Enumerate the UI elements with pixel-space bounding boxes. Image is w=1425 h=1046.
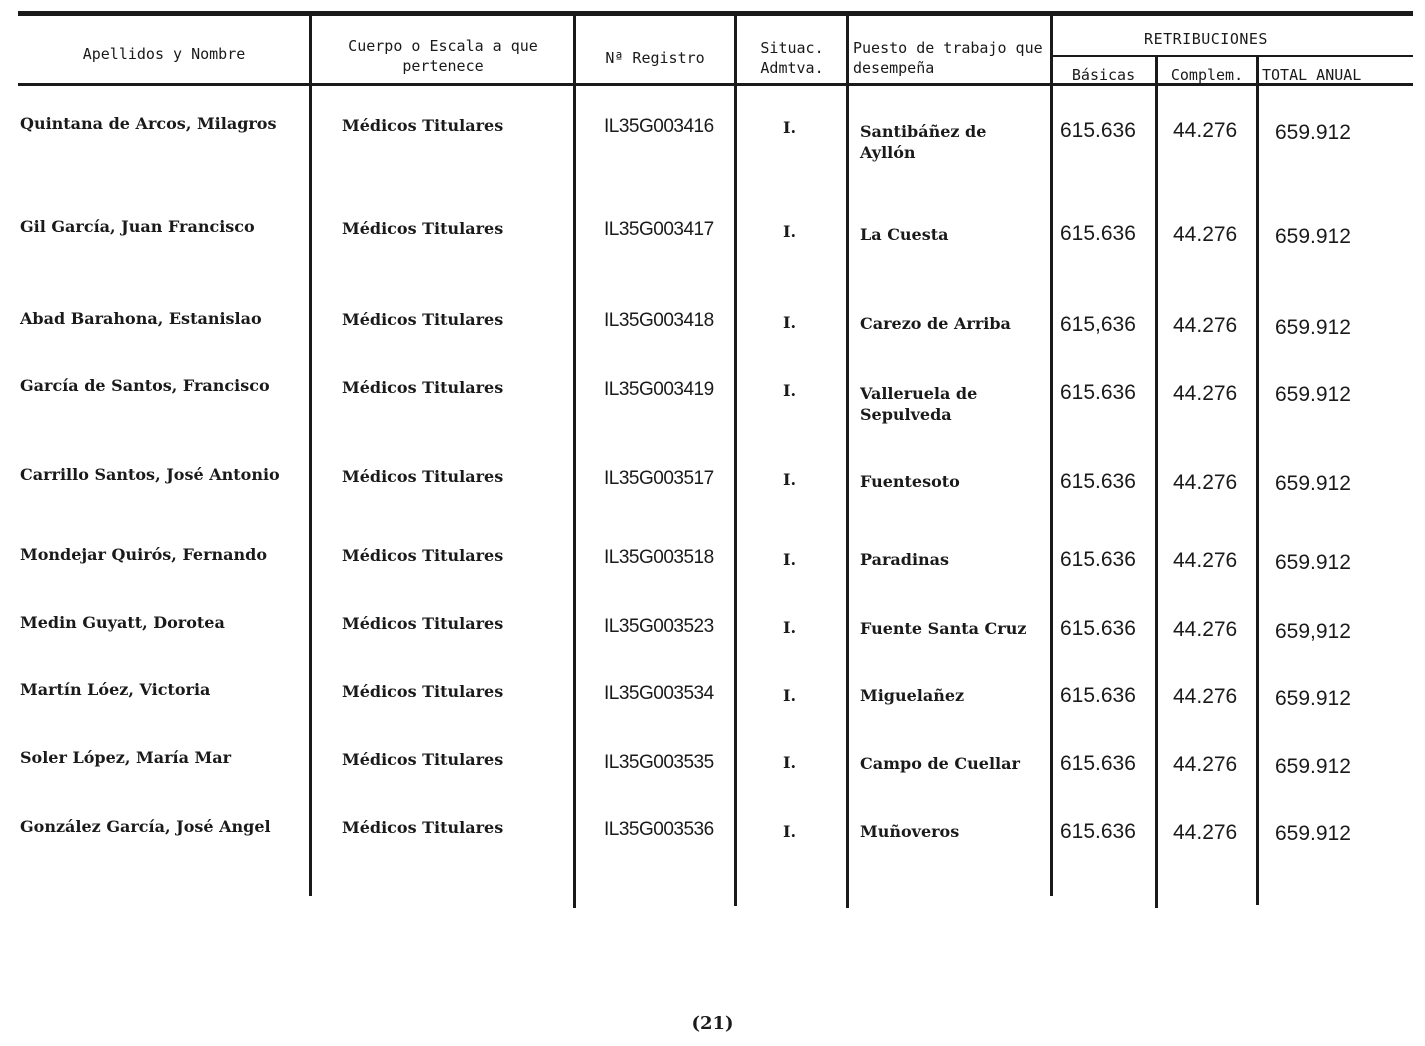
row-cuerpo: Médicos Titulares [342,310,504,329]
row-nombre: Quintana de Arcos, Milagros [20,114,277,133]
column-divider [846,16,849,908]
column-divider [734,16,737,906]
row-registro: IL35G003518 [604,547,714,568]
column-divider [1155,55,1158,908]
header-nombre: Apellidos y Nombre [82,45,246,63]
row-total: 659.912 [1275,687,1351,710]
row-basicas: 615.636 [1060,470,1136,493]
row-puesto: Santibáñez de Ayllón [860,122,987,162]
row-basicas: 615.636 [1060,548,1136,571]
row-complem: 44.276 [1173,382,1238,405]
row-total: 659.912 [1275,822,1351,845]
header-complem: Complem. [1170,66,1244,84]
row-complem: 44.276 [1173,753,1238,776]
row-puesto: Campo de Cuellar [860,754,1020,773]
row-registro: IL35G003534 [604,683,714,704]
row-complem: 44.276 [1173,685,1238,708]
page-number: (21) [691,1013,734,1034]
row-complem: 44.276 [1173,471,1238,494]
column-divider [573,16,576,908]
header-basicas: Básicas [1071,66,1136,84]
row-nombre: Soler López, María Mar [20,748,232,767]
row-registro: IL35G003416 [604,116,714,137]
row-cuerpo: Médicos Titulares [342,219,504,238]
row-basicas: 615,636 [1060,313,1136,336]
row-basicas: 615.636 [1060,222,1136,245]
row-total: 659.912 [1275,551,1351,574]
row-cuerpo: Médicos Titulares [342,818,504,837]
row-situacion: I. [783,118,797,137]
row-nombre: Medin Guyatt, Dorotea [20,613,225,632]
row-cuerpo: Médicos Titulares [342,378,504,397]
row-puesto: Miguelañez [860,686,965,705]
row-complem: 44.276 [1173,314,1238,337]
row-basicas: 615.636 [1060,617,1136,640]
row-puesto: Fuente Santa Cruz [860,619,1027,638]
row-puesto: Fuentesoto [860,472,960,491]
row-puesto: Valleruela de Sepulveda [860,384,978,424]
row-basicas: 615.636 [1060,752,1136,775]
row-registro: IL35G003419 [604,379,714,400]
row-complem: 44.276 [1173,549,1238,572]
row-basicas: 615.636 [1060,684,1136,707]
row-nombre: González García, José Angel [20,817,271,836]
row-situacion: I. [783,753,797,772]
row-cuerpo: Médicos Titulares [342,467,504,486]
row-basicas: 615.636 [1060,381,1136,404]
row-complem: 44.276 [1173,618,1238,641]
row-total: 659.912 [1275,121,1351,144]
row-total: 659.912 [1275,383,1351,406]
row-registro: IL35G003535 [604,752,714,773]
row-situacion: I. [783,381,797,400]
row-total: 659.912 [1275,472,1351,495]
row-puesto: Paradinas [860,550,950,569]
row-registro: IL35G003523 [604,616,714,637]
row-total: 659.912 [1275,755,1351,778]
row-registro: IL35G003418 [604,310,714,331]
row-registro: IL35G003417 [604,219,714,240]
row-basicas: 615.636 [1060,820,1136,843]
row-situacion: I. [783,822,797,841]
row-situacion: I. [783,313,797,332]
header-cuerpo: Cuerpo o Escala a que pertenece [348,37,538,75]
row-nombre: Abad Barahona, Estanislao [20,309,262,328]
retribuciones-rule [1052,55,1413,57]
row-nombre: Gil García, Juan Francisco [20,217,255,236]
header-total: TOTAL ANUAL [1262,66,1362,84]
row-situacion: I. [783,550,797,569]
row-cuerpo: Médicos Titulares [342,614,504,633]
row-situacion: I. [783,470,797,489]
row-situacion: I. [783,686,797,705]
header-retribuciones: RETRIBUCIONES [1144,30,1268,48]
row-situacion: I. [783,222,797,241]
row-situacion: I. [783,618,797,637]
header-puesto: Puesto de trabajo que desempeña [853,39,1043,77]
row-complem: 44.276 [1173,119,1238,142]
row-total: 659.912 [1275,316,1351,339]
row-cuerpo: Médicos Titulares [342,682,504,701]
row-basicas: 615.636 [1060,119,1136,142]
row-total: 659,912 [1275,620,1351,643]
row-cuerpo: Médicos Titulares [342,750,504,769]
row-puesto: Muñoveros [860,822,960,841]
row-total: 659.912 [1275,225,1351,248]
row-cuerpo: Médicos Titulares [342,546,504,565]
header-situacion: Situac. Admtva. [760,39,824,77]
column-divider [1050,16,1053,896]
row-cuerpo: Médicos Titulares [342,116,504,135]
row-nombre: García de Santos, Francisco [20,376,270,395]
column-divider [309,16,312,896]
row-nombre: Mondejar Quirós, Fernando [20,545,268,564]
row-puesto: Carezo de Arriba [860,314,1011,333]
row-complem: 44.276 [1173,821,1238,844]
row-registro: IL35G003517 [604,468,714,489]
column-divider [1256,55,1259,905]
header-registro: Nª Registro [605,49,705,67]
row-complem: 44.276 [1173,223,1238,246]
row-registro: IL35G003536 [604,819,714,840]
row-nombre: Carrillo Santos, José Antonio [20,465,280,484]
top-rule [18,11,1413,16]
row-nombre: Martín Lóez, Victoria [20,680,211,699]
row-puesto: La Cuesta [860,225,949,244]
